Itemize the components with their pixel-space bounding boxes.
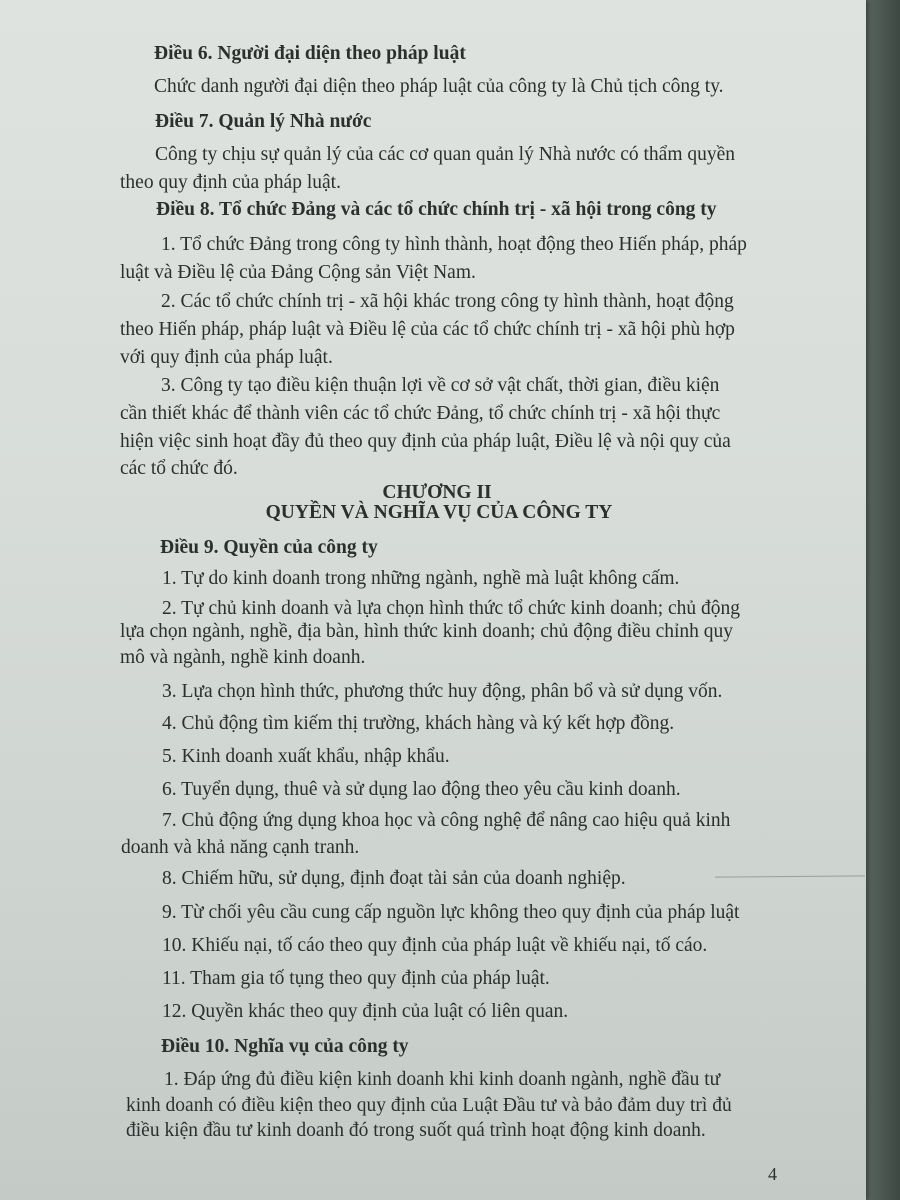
article-6-heading: Điều 6. Người đại diện theo pháp luật: [154, 43, 466, 64]
paragraph-line: theo Hiến pháp, pháp luật và Điều lệ của các tổ chức chính trị - xã hội phù hợp: [120, 319, 735, 340]
list-item: 10. Khiếu nại, tố cáo theo quy định của pháp luật về khiếu nại, tố cáo.: [162, 935, 708, 956]
paragraph-line: Công ty chịu sự quản lý của các cơ quan quản lý Nhà nước có thẩm quyền: [155, 144, 736, 165]
paragraph-line: lựa chọn ngành, nghề, địa bàn, hình thức kinh doanh; chủ động điều chỉnh quy: [120, 621, 734, 642]
paragraph-line: Chức danh người đại diện theo pháp luật của công ty là Chủ tịch công ty.: [154, 76, 724, 97]
page-number: 4: [768, 1164, 777, 1184]
list-item: 3. Lựa chọn hình thức, phương thức huy động, phân bổ và sử dụng vốn.: [162, 681, 723, 702]
list-item: 8. Chiếm hữu, sử dụng, định đoạt tài sản của doanh nghiệp.: [162, 868, 626, 889]
paragraph-line: với quy định của pháp luật.: [120, 347, 333, 368]
list-item: 1. Đáp ứng đủ điều kiện kinh doanh khi kinh doanh ngành, nghề đầu tư: [164, 1069, 721, 1090]
paragraph-line: doanh và khả năng cạnh tranh.: [121, 837, 360, 858]
paragraph-line: luật và Điều lệ của Đảng Cộng sản Việt Nam.: [120, 262, 476, 283]
paragraph-line: 3. Công ty tạo điều kiện thuận lợi về cơ sở vật chất, thời gian, điều kiện: [161, 375, 720, 396]
pencil-mark: [715, 875, 865, 877]
paragraph-line: cần thiết khác để thành viên các tổ chức Đảng, tổ chức chính trị - xã hội thực: [120, 403, 721, 424]
list-item: 6. Tuyển dụng, thuê và sử dụng lao động theo yêu cầu kinh doanh.: [162, 779, 681, 800]
paragraph-line: 1. Tổ chức Đảng trong công ty hình thành, hoạt động theo Hiến pháp, pháp: [161, 234, 747, 255]
paragraph-line: kinh doanh có điều kiện theo quy định của Luật Đầu tư và bảo đảm duy trì đủ: [126, 1095, 732, 1116]
article-7-heading: Điều 7. Quản lý Nhà nước: [155, 111, 372, 132]
list-item: 4. Chủ động tìm kiếm thị trường, khách hàng và ký kết hợp đồng.: [162, 713, 675, 734]
list-item: 12. Quyền khác theo quy định của luật có liên quan.: [162, 1001, 569, 1022]
chapter-number: CHƯƠNG II: [382, 482, 492, 503]
list-item: 2. Tự chủ kinh doanh và lựa chọn hình thức tổ chức kinh doanh; chủ động: [162, 598, 741, 619]
list-item: 7. Chủ động ứng dụng khoa học và công nghệ để nâng cao hiệu quả kinh: [162, 810, 731, 831]
list-item: 1. Tự do kinh doanh trong những ngành, nghề mà luật không cấm.: [162, 568, 680, 589]
paragraph-line: hiện việc sinh hoạt đầy đủ theo quy định của pháp luật, Điều lệ và nội quy của: [120, 431, 731, 452]
list-item: 11. Tham gia tố tụng theo quy định của pháp luật.: [162, 968, 550, 989]
paragraph-line: các tổ chức đó.: [120, 458, 238, 479]
article-8-heading: Điều 8. Tổ chức Đảng và các tổ chức chính trị - xã hội trong công ty: [156, 199, 717, 220]
desk-background: [860, 0, 900, 1200]
paragraph-line: điều kiện đầu tư kinh doanh đó trong suốt quá trình hoạt động kinh doanh.: [126, 1120, 706, 1141]
list-item: 5. Kinh doanh xuất khẩu, nhập khẩu.: [162, 746, 450, 767]
article-10-heading: Điều 10. Nghĩa vụ của công ty: [161, 1036, 409, 1057]
chapter-title: QUYỀN VÀ NGHĨA VỤ CỦA CÔNG TY: [265, 502, 613, 523]
article-9-heading: Điều 9. Quyền của công ty: [160, 537, 378, 558]
paragraph-line: 2. Các tổ chức chính trị - xã hội khác trong công ty hình thành, hoạt động: [161, 291, 734, 312]
paragraph-line: mô và ngành, nghề kinh doanh.: [120, 647, 366, 668]
list-item: 9. Từ chối yêu cầu cung cấp nguồn lực không theo quy định của pháp luật: [162, 902, 740, 923]
paragraph-line: theo quy định của pháp luật.: [120, 172, 341, 193]
